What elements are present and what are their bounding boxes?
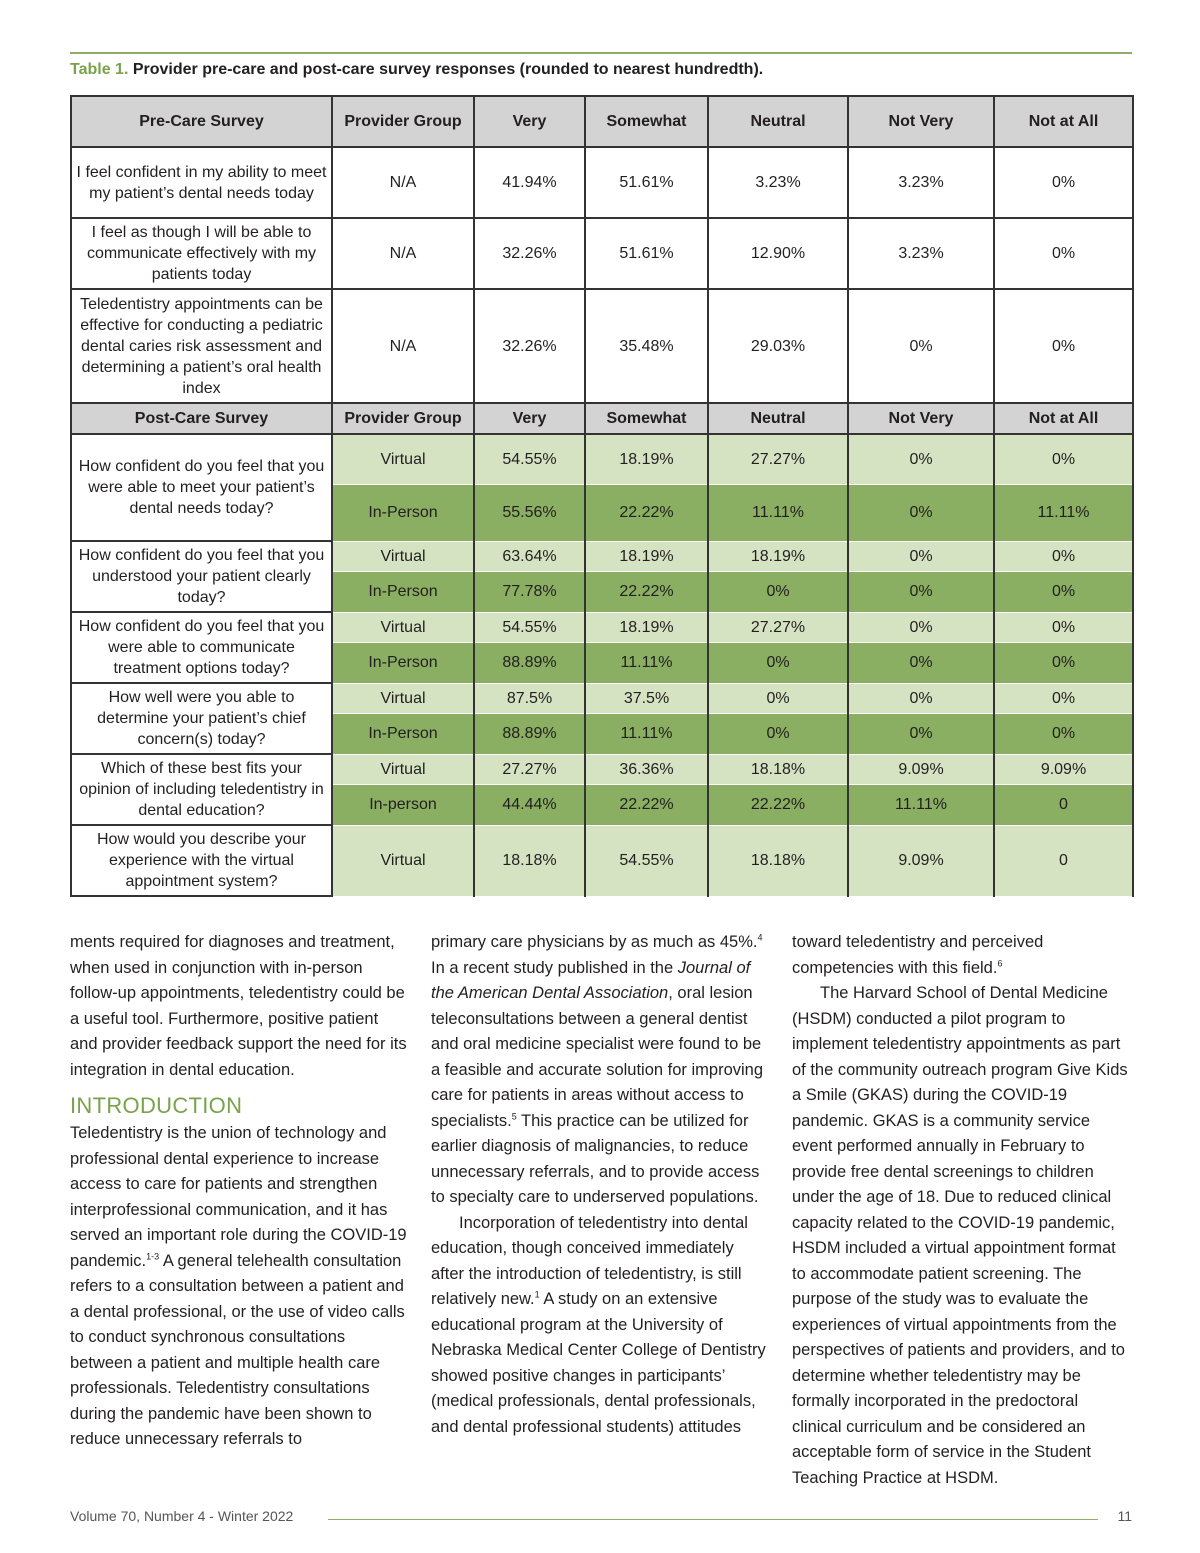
value-cell: 9.09% [848, 825, 994, 896]
table-row [71, 218, 1133, 289]
top-rule [70, 52, 1132, 54]
value-cell: 44.44% [474, 784, 585, 825]
value-cell: N/A [332, 147, 474, 218]
post-group [71, 825, 1133, 896]
value-cell: 88.89% [474, 642, 585, 683]
header-cell: Pre-Care Survey [71, 96, 332, 147]
value-cell: 18.19% [585, 434, 708, 484]
table-row [71, 754, 1133, 784]
header-cell: Neutral [708, 403, 848, 434]
question-cell: How would you describe your experience with the virtual appointment system? [71, 825, 332, 896]
header-cell: Very [474, 96, 585, 147]
question-cell: Which of these best fits your opinion of including teledentistry in dental education? [71, 754, 332, 825]
value-cell: Virtual [332, 612, 474, 642]
value-cell: 0% [708, 683, 848, 713]
value-cell: 54.55% [474, 612, 585, 642]
journal-title: Journal of the American Dental Association [431, 958, 751, 1002]
header-cell: Provider Group [332, 96, 474, 147]
value-cell: 0% [994, 612, 1133, 642]
value-cell: 22.22% [585, 784, 708, 825]
table-row [71, 612, 1133, 642]
value-cell: 0% [994, 713, 1133, 754]
table-row [71, 541, 1133, 571]
text-run: A study on an extensive educational program at the University of Nebraska Medical Center College of Dentistry showed positive changes in participants’ (medical professionals, dental professionals, and dental professional students) attitudes [431, 1290, 766, 1436]
value-cell: 0 [994, 784, 1133, 825]
post-group [71, 434, 1133, 541]
value-cell: 87.5% [474, 683, 585, 713]
value-cell: 0% [848, 434, 994, 484]
value-cell: 0% [708, 713, 848, 754]
paragraph [431, 1211, 771, 1441]
question-cell: I feel confident in my ability to meet my patient’s dental needs today [71, 147, 332, 218]
value-cell: 3.23% [708, 147, 848, 218]
paragraph [431, 930, 771, 1211]
value-cell: 27.27% [708, 434, 848, 484]
value-cell: 51.61% [585, 147, 708, 218]
volume-info: Volume 70, Number 4 - Winter 2022 [70, 1508, 294, 1524]
value-cell: 3.23% [848, 218, 994, 289]
text-run: Incorporation of teledentistry into dental education, though conceived immediately after the introduction of teledentistry, is still relatively new. [431, 1213, 748, 1308]
value-cell: 11.11% [585, 642, 708, 683]
value-cell: 0 [994, 825, 1133, 896]
pre-header-row [71, 96, 1133, 147]
value-cell: In-Person [332, 484, 474, 541]
section-heading: INTRODUCTION [70, 1093, 243, 1118]
header-cell: Somewhat [585, 403, 708, 434]
value-cell: 22.22% [708, 784, 848, 825]
value-cell: 18.19% [708, 541, 848, 571]
table-row [71, 825, 1133, 896]
value-cell: 0% [994, 218, 1133, 289]
value-cell: 18.18% [708, 825, 848, 896]
value-cell: 0% [994, 147, 1133, 218]
value-cell: 18.19% [585, 541, 708, 571]
text-run: toward teledentistry and perceived competencies with this field. [792, 933, 1044, 977]
value-cell: 0% [994, 541, 1133, 571]
value-cell: 18.18% [708, 754, 848, 784]
value-cell: 0% [994, 642, 1133, 683]
post-group [71, 541, 1133, 612]
question-cell: How well were you able to determine your patient’s chief concern(s) today? [71, 683, 332, 754]
question-cell: How confident do you feel that you were able to meet your patient’s dental needs today? [71, 434, 332, 541]
value-cell: Virtual [332, 754, 474, 784]
value-cell: 11.11% [585, 713, 708, 754]
value-cell: 88.89% [474, 713, 585, 754]
value-cell: 22.22% [585, 484, 708, 541]
value-cell: In-Person [332, 571, 474, 612]
text-run: A general telehealth consultation refers to a consultation between a patient and a dental professional, or the use of video calls to conduct synchronous consultations between a patient and multiple health care professionals. Teledentistry consultations during the pandemic have been shown to reduce unnecessary referrals to [70, 1251, 405, 1448]
citation: 6 [997, 958, 1003, 968]
value-cell: 32.26% [474, 218, 585, 289]
value-cell: 0% [848, 289, 994, 403]
value-cell: 41.94% [474, 147, 585, 218]
column-1 [70, 930, 410, 1453]
citation: 1-3 [146, 1251, 160, 1261]
text-run: In a recent study published in the [431, 958, 678, 977]
value-cell: 55.56% [474, 484, 585, 541]
value-cell: 0% [848, 541, 994, 571]
header-cell: Not at All [994, 96, 1133, 147]
post-header-row [71, 403, 1133, 434]
header-cell: Very [474, 403, 585, 434]
value-cell: 11.11% [848, 784, 994, 825]
value-cell: Virtual [332, 434, 474, 484]
paragraph: ments required for diagnoses and treatment, when used in conjunction with in-person follow-up appointments, teledentistry could be a useful tool. Furthermore, positive patient and provider feedback support the need for its integration in dental education. [70, 933, 407, 1079]
value-cell: 27.27% [708, 612, 848, 642]
header-cell: Provider Group [332, 403, 474, 434]
header-cell: Not Very [848, 403, 994, 434]
value-cell: 0% [994, 434, 1133, 484]
value-cell: 0% [708, 642, 848, 683]
value-cell: 36.36% [585, 754, 708, 784]
question-cell: Teledentistry appointments can be effective for conducting a pediatric dental caries risk assessment and determining a patient’s oral health index [71, 289, 332, 403]
value-cell: 77.78% [474, 571, 585, 612]
table-caption-text: Provider pre-care and post-care survey responses (rounded to nearest hundredth). [128, 61, 764, 78]
value-cell: 27.27% [474, 754, 585, 784]
value-cell: Virtual [332, 541, 474, 571]
value-cell: 22.22% [585, 571, 708, 612]
survey-table [70, 95, 1134, 897]
table-row [71, 289, 1133, 403]
citation: 1 [534, 1289, 540, 1300]
value-cell: 0% [848, 571, 994, 612]
text-run: primary care physicians by as much as 45%. [431, 933, 758, 951]
value-cell: 18.18% [474, 825, 585, 896]
text-run: , oral lesion teleconsultations between a general dentist and oral medicine specialist were found to be a feasible and accurate solution for improving care for patients in areas without access to specialists. [431, 984, 764, 1130]
citation: 4 [757, 932, 763, 943]
table-row [71, 683, 1133, 713]
value-cell: In-Person [332, 713, 474, 754]
value-cell: 11.11% [708, 484, 848, 541]
value-cell: 0% [848, 683, 994, 713]
header-cell: Neutral [708, 96, 848, 147]
value-cell: In-Person [332, 642, 474, 683]
table-row [71, 147, 1133, 218]
value-cell: 29.03% [708, 289, 848, 403]
question-cell: I feel as though I will be able to communicate effectively with my patients today [71, 218, 332, 289]
value-cell: 0% [994, 571, 1133, 612]
value-cell: 11.11% [994, 484, 1133, 541]
value-cell: 9.09% [848, 754, 994, 784]
value-cell: In-person [332, 784, 474, 825]
footer-rule [328, 1519, 1098, 1520]
value-cell: N/A [332, 289, 474, 403]
header-cell: Not at All [994, 403, 1133, 434]
table-caption [70, 61, 763, 79]
paragraph: The Harvard School of Dental Medicine (HSDM) conducted a pilot program to implement teledentistry appointments as part of the community outreach program Give Kids a Smile (GKAS) during the COVID-19 pandemic. GKAS is a community service event performed annually in February to provide free dental screenings to children under the age of 18. Due to reduced clinical capacity related to the COVID-19 pandemic, HSDM included a virtual appointment format to accommodate patient screening. The purpose of the study was to evaluate the experiences of virtual appointments from the perspectives of patients and providers, and to determine whether teledentistry may be formally incorporated in the predoctoral clinical curriculum and be considered an acceptable form of service in the Student Teaching Practice at HSDM. [792, 984, 1128, 1487]
column-2 [431, 930, 771, 1440]
header-cell: Not Very [848, 96, 994, 147]
header-cell: Somewhat [585, 96, 708, 147]
value-cell: Virtual [332, 683, 474, 713]
column-3 [792, 930, 1132, 1491]
post-group [71, 612, 1133, 683]
paragraph [70, 1121, 410, 1453]
text-run: This practice can be utilized for earlier diagnosis of malignancies, to reduce unnecessary referrals, and to provide access to specialty care to underserved populations. [431, 1111, 760, 1206]
value-cell: 63.64% [474, 541, 585, 571]
value-cell: 37.5% [585, 683, 708, 713]
value-cell: 35.48% [585, 289, 708, 403]
value-cell: 32.26% [474, 289, 585, 403]
value-cell: N/A [332, 218, 474, 289]
header-cell: Post-Care Survey [71, 403, 332, 434]
value-cell: 0% [994, 289, 1133, 403]
value-cell: 9.09% [994, 754, 1133, 784]
value-cell: 3.23% [848, 147, 994, 218]
value-cell: 0% [848, 612, 994, 642]
value-cell: 0% [994, 683, 1133, 713]
question-cell: How confident do you feel that you were able to communicate treatment options today? [71, 612, 332, 683]
citation: 5 [511, 1111, 517, 1121]
table-caption-label: Table 1. [70, 61, 129, 78]
value-cell: 0% [848, 713, 994, 754]
text-run: Teledentistry is the union of technology and professional dental experience to increase access to care for patients and strengthen interprofessional communication, and it has served an important role during the COVID-19 pandemic. [70, 1124, 407, 1270]
question-cell: How confident do you feel that you understood your patient clearly today? [71, 541, 332, 612]
value-cell: 54.55% [474, 434, 585, 484]
post-group [71, 683, 1133, 754]
value-cell: 51.61% [585, 218, 708, 289]
value-cell: 0% [708, 571, 848, 612]
post-group [71, 754, 1133, 825]
value-cell: 54.55% [585, 825, 708, 896]
paragraph [792, 930, 1132, 981]
value-cell: 12.90% [708, 218, 848, 289]
value-cell: 0% [848, 484, 994, 541]
value-cell: 18.19% [585, 612, 708, 642]
value-cell: Virtual [332, 825, 474, 896]
page-number: 11 [1117, 1508, 1132, 1524]
value-cell: 0% [848, 642, 994, 683]
table-row [71, 434, 1133, 484]
